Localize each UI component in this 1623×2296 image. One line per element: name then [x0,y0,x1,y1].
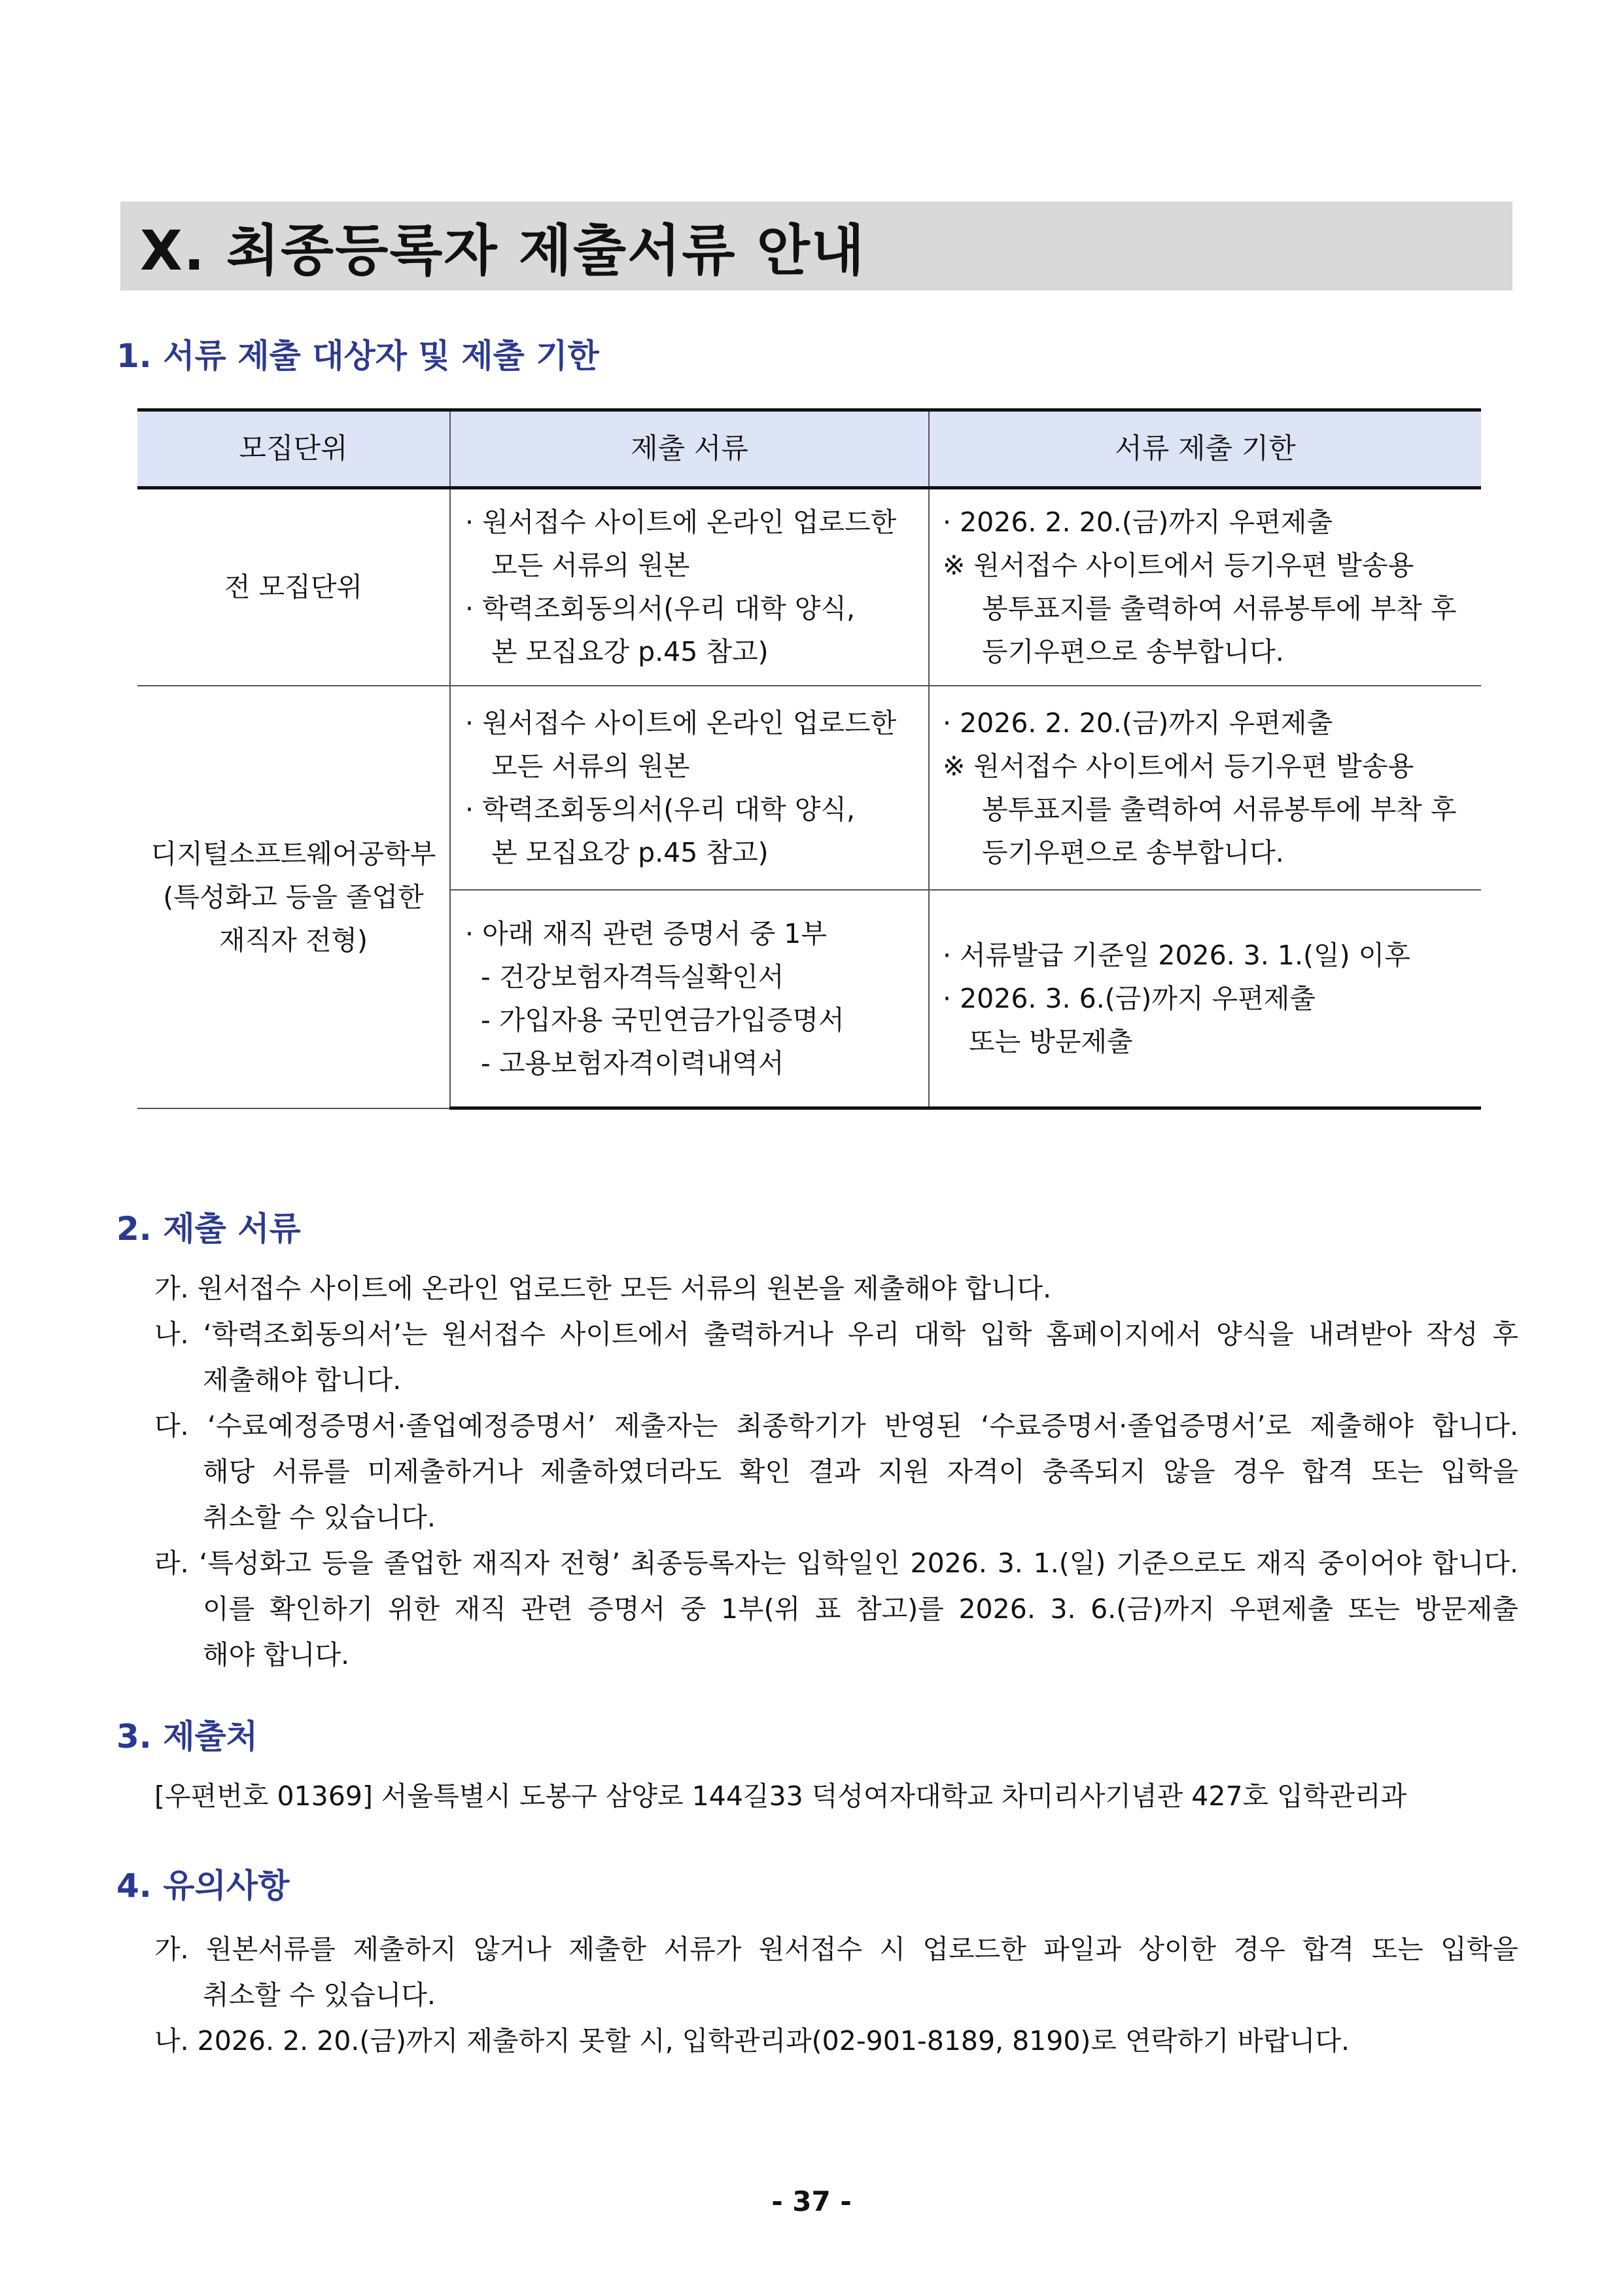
row3-doc-line: - 가입자용 국민연금가입증명서 [481,1004,845,1036]
row1-doc-line: · 학력조회동의서(우리 대학 양식, [465,593,856,625]
section-4-title: 4. 유의사항 [116,1867,290,1905]
row1-deadline-line: 등기우편으로 송부합니다. [982,636,1284,668]
row2-unit-line: 디지털소프트웨어공학부 [150,838,436,870]
section2-item-na-cont: 제출해야 합니다. [203,1364,402,1396]
row2-doc-line: · 학력조회동의서(우리 대학 양식, [465,793,856,825]
row1-deadline-line: · 2026. 2. 20.(금)까지 우편제출 [943,506,1333,539]
header-documents: 제출 서류 [450,410,929,488]
section4-item-na: 나. 2026. 2. 20.(금)까지 제출하지 못할 시, 입학관리과(02-901-8189, 8190)로 연락하기 바랍니다. [154,2025,1350,2057]
row3-deadline-line: · 2026. 3. 6.(금)까지 우편제출 [943,982,1316,1014]
row3-deadline-line: 또는 방문제출 [969,1025,1133,1057]
section4-item-ga-cont: 취소할 수 있습니다. [203,1979,436,2011]
section2-item-ra-cont: 이를 확인하기 위한 재직 관련 증명서 중 1부(위 표 참고)를 2026. 3. 6.(금)까지 우편제출 또는 방문제출 [203,1593,1518,1625]
row3-doc-line: - 건강보험자격득실확인서 [481,961,784,993]
row2-deadline-line: ※ 원서접수 사이트에서 등기우편 발송용 [943,750,1414,782]
section-3-title: 3. 제출처 [116,1718,258,1756]
row2-unit [137,686,450,1108]
section2-item-da-cont: 취소할 수 있습니다. [203,1502,436,1533]
row2-unit-line: (특성화고 등을 졸업한 [163,881,424,913]
table-row [137,488,1481,686]
table-row [137,686,1481,890]
header-deadline: 서류 제출 기한 [929,410,1481,488]
section-1-title: 1. 서류 제출 대상자 및 제출 기한 [116,337,599,375]
row1-doc-line: · 원서접수 사이트에 온라인 업로드한 [465,506,897,539]
chapter-header [120,202,1512,291]
row2-doc-line: · 원서접수 사이트에 온라인 업로드한 [465,707,897,739]
row1-documents [450,488,929,686]
page-number: - 37 - [771,2185,852,2217]
header-unit: 모집단위 [137,410,450,488]
table-header-row [137,410,1481,488]
row1-unit: 전 모집단위 [137,488,450,686]
section2-item-da-cont: 해당 서류를 미제출하거나 제출하였더라도 확인 결과 지원 자격이 충족되지 않을 경우 합격 또는 입학을 [203,1456,1518,1487]
row3-deadline [929,890,1481,1108]
row2-deadline-line: · 2026. 2. 20.(금)까지 우편제출 [943,707,1333,739]
section2-item-ra: 라. ‘특성화고 등을 졸업한 재직자 전형’ 최종등록자는 입학일인 2026. 3. 1.(일) 기준으로도 재직 중이어야 합니다. [154,1547,1518,1579]
row2-deadline-line: 등기우편으로 송부합니다. [982,836,1284,868]
chapter-title: X. 최종등록자 제출서류 안내 [140,218,865,283]
row3-doc-line: - 고용보험자격이력내역서 [481,1047,784,1079]
row2-doc-line: 모든 서류의 원본 [491,750,690,782]
section2-item-na: 나. ‘학력조회동의서’는 원서접수 사이트에서 출력하거나 우리 대학 입학 홈페이지에서 양식을 내려받아 작성 후 [154,1318,1518,1350]
row3-documents [450,890,929,1108]
section-2-title: 2. 제출 서류 [116,1210,301,1248]
section-3-body [154,1773,1518,1819]
row1-doc-line: 모든 서류의 원본 [491,550,690,582]
submission-table [137,408,1481,1110]
section2-item-ra-cont: 해야 합니다. [203,1639,350,1670]
row1-deadline-line: ※ 원서접수 사이트에서 등기우편 발송용 [943,550,1414,582]
row2-deadline-line: 봉투표지를 출력하여 서류봉투에 부착 후 [982,793,1457,825]
section-4-body [154,1926,1518,2064]
submission-address: [우편번호 01369] 서울특별시 도봉구 삼양로 144길33 덕성여자대학교 차미리사기념관 427호 입학관리과 [154,1780,1407,1812]
row2-unit-line: 재직자 전형) [218,924,368,956]
row1-doc-line: 본 모집요강 p.45 참고) [491,636,769,668]
row1-deadline-line: 봉투표지를 출력하여 서류봉투에 부착 후 [982,593,1457,625]
section4-item-ga: 가. 원본서류를 제출하지 않거나 제출한 서류가 원서접수 시 업로드한 파일과 상이한 경우 합격 또는 입학을 [154,1934,1518,1965]
row2-doc-line: 본 모집요강 p.45 참고) [491,836,769,868]
row2-documents [450,686,929,890]
row3-doc-line: · 아래 재직 관련 증명서 중 1부 [465,917,827,949]
row1-deadline [929,488,1481,686]
section-2-body [154,1265,1518,1678]
section2-item-da: 다. ‘수료예정증명서·졸업예정증명서’ 제출자는 최종학기가 반영된 ‘수료증명서·졸업증명서’로 제출해야 합니다. [154,1410,1518,1441]
row2-deadline [929,686,1481,890]
row3-deadline-line: · 서류발급 기준일 2026. 3. 1.(일) 이후 [943,939,1410,971]
section2-item-ga: 가. 원서접수 사이트에 온라인 업로드한 모든 서류의 원본을 제출해야 합니다. [154,1273,1052,1304]
